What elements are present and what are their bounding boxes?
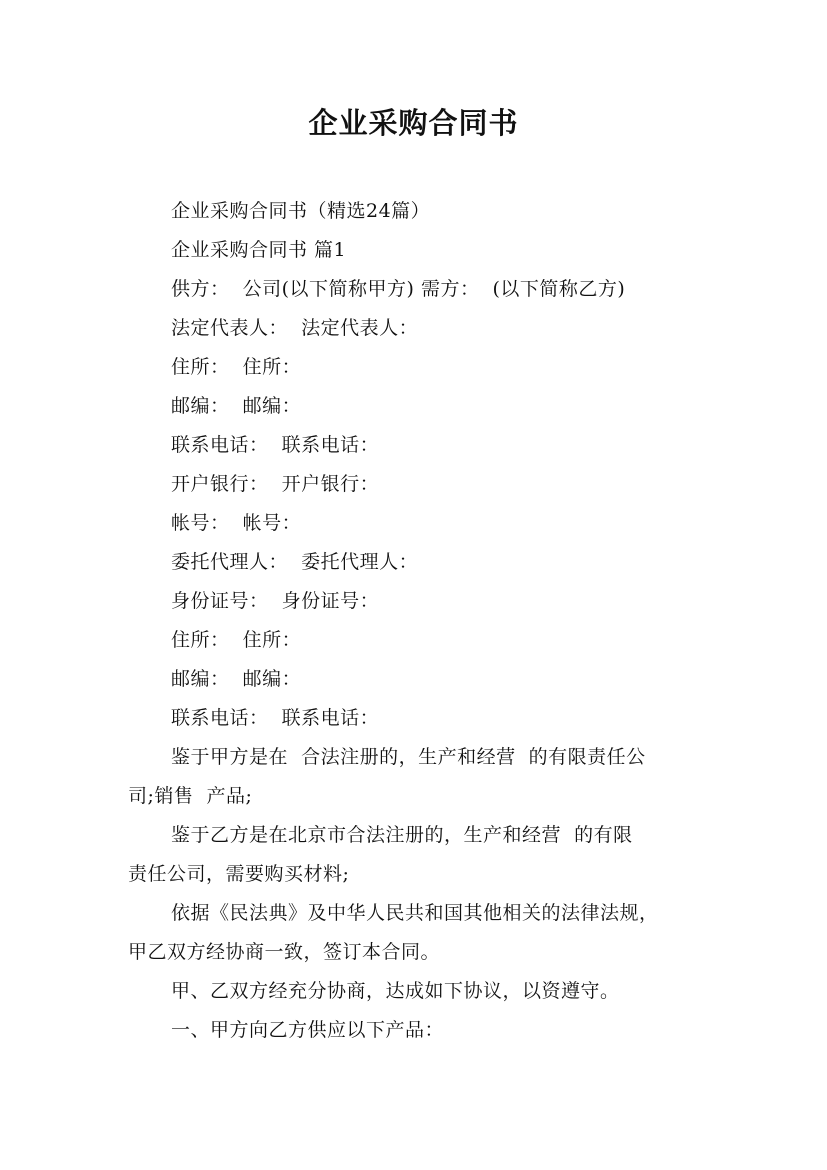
clause-one-heading: 一、甲方向乙方供应以下产品： [171,1019,445,1041]
paragraph-legal-basis-cont: 甲乙双方经协商一致，签订本合同。 [128,941,441,963]
legal-representative-line: 法定代表人： 法定代表人： [171,317,419,339]
postcode-line: 邮编： 邮编： [171,395,302,417]
phone-line-2: 联系电话： 联系电话： [171,707,380,729]
address-line: 住所： 住所： [171,356,302,378]
bank-line: 开户银行： 开户银行： [171,473,380,495]
section-heading: 企业采购合同书 篇1 [171,239,347,261]
paragraph-agreement: 甲、乙双方经充分协商，达成如下协议，以资遵守。 [171,980,620,1002]
id-number-line: 身份证号： 身份证号： [171,590,380,612]
paragraph-party-a-cont: 司;销售 产品; [128,785,253,807]
paragraph-party-a: 鉴于甲方是在 合法注册的，生产和经营 的有限责任公 [171,746,646,768]
subtitle-line: 企业采购合同书（精选24篇） [171,200,431,222]
parties-line: 供方： 公司(以下简称甲方) 需方： (以下简称乙方) [171,278,626,300]
postcode-line-2: 邮编： 邮编： [171,668,302,690]
paragraph-legal-basis: 依据《民法典》及中华人民共和国其他相关的法律法规， [171,902,659,924]
paragraph-party-b: 鉴于乙方是在北京市合法注册的，生产和经营 的有限 [171,824,633,846]
address-line-2: 住所： 住所： [171,629,302,651]
phone-line: 联系电话： 联系电话： [171,434,380,456]
account-line: 帐号： 帐号： [171,512,302,534]
document-title: 企业采购合同书 [308,106,519,140]
document-body [0,192,827,1050]
paragraph-party-b-cont: 责任公司，需要购买材料; [128,863,350,885]
agent-line: 委托代理人： 委托代理人： [171,551,419,573]
